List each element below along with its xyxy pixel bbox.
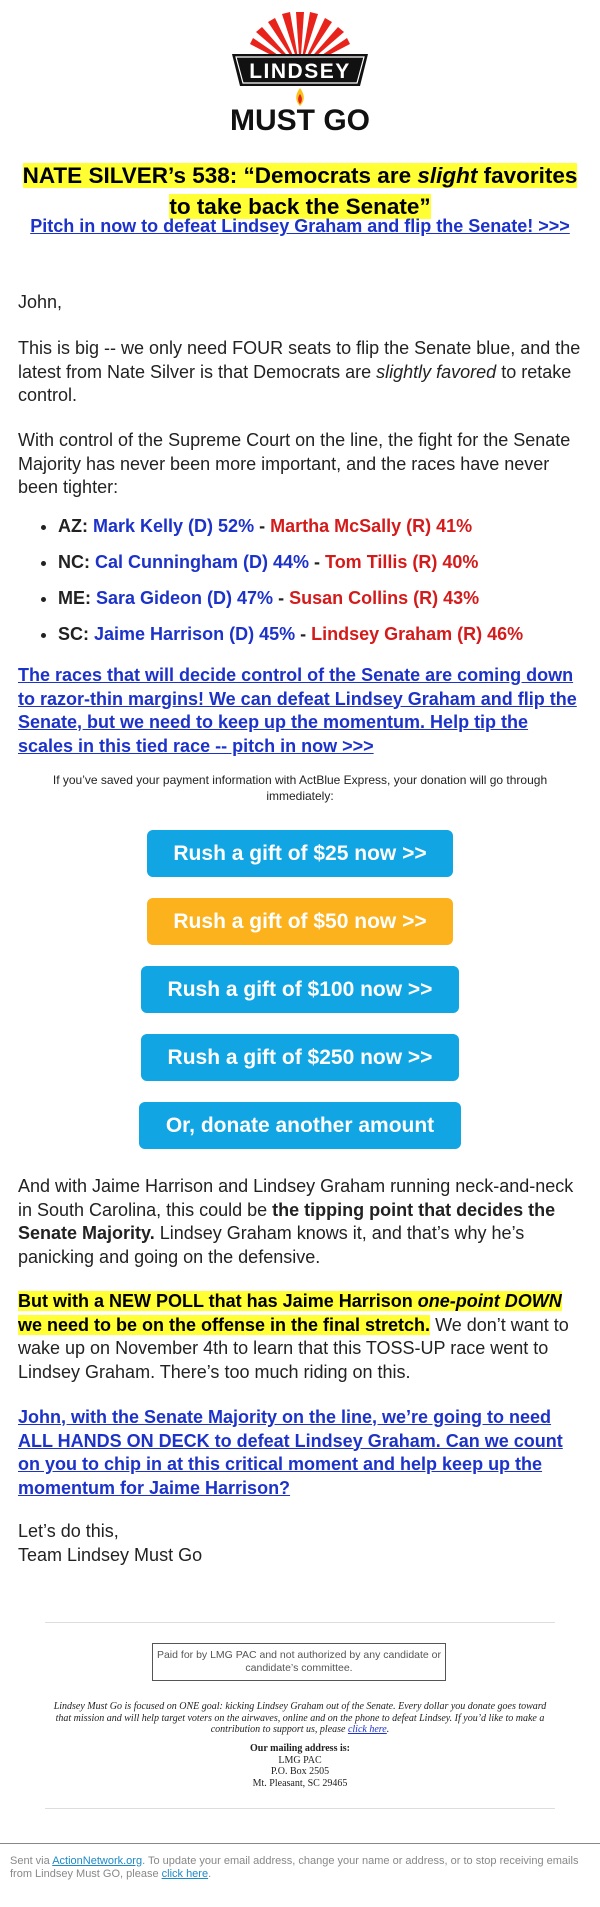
mailing-label: Our mailing address is: [250,1743,350,1754]
race-state: NC: [58,552,90,572]
race-separator: - [273,588,290,608]
actblue-note: If you’ve saved your payment information with ActBlue Express, your donation will go through immediately: [52,773,548,803]
para-jaime-after: Lindsey Graham knows it, and that’s why he’s panicking and going on the defensive. [18,1223,525,1267]
paragraph-new-poll [18,1290,582,1384]
list-item [58,550,600,586]
race-dem: Jaime Harrison (D) 45% [94,624,296,644]
poll-hl-italic: one-point DOWN [417,1291,562,1311]
poll-hl2: we need to be on the offense in the final stretch. [18,1314,431,1335]
list-item [58,622,600,658]
mission-end: . [386,1724,390,1735]
page-title [18,160,582,222]
mission-text: Lindsey Must Go is focused on ONE goal: kicking Lindsey Graham out of the Senate. Every dollar you donate goes toward that mission and will help target voters on the airwaves, online and on the phone to defeat Lindsey. If you’d like to make a contribution to support us, please [53,1701,547,1735]
poll-hl1: But with a NEW POLL that has Jaime Harrison [18,1291,418,1311]
race-state: SC: [58,624,89,644]
headline-italic: slight [417,163,478,188]
divider [45,1622,555,1623]
para-big-before: This is big -- we only need FOUR seats to flip the Senate blue, and the latest from Nate Silver is that Democrats are [18,338,581,382]
race-rep: Tom Tillis (R) 40% [325,552,479,572]
headline-part1: NATE SILVER’s 538: “Democrats are [22,163,418,188]
donate-25-button[interactable]: Rush a gift of $25 now >> [147,830,453,877]
headline-highlight [23,163,578,219]
para-jaime-bold: the tipping point that decides the Senate Majority. [18,1199,556,1243]
races-pitch-link[interactable]: The races that will decide control of the Senate are coming down to razor-thin margins! We can defeat Lindsey Graham and flip the Senate, but we need to keep up the momentum. Help tip the scales in this tied race -- pitch in now >>> [18,665,577,756]
para-jaime-before: And with Jaime Harrison and Lindsey Graham running neck-and-neck in South Carolina, this could be [18,1176,574,1220]
race-dem: Sara Gideon (D) 47% [96,588,274,608]
logo-graphic [220,10,380,135]
race-separator: - [295,624,312,644]
race-dem: Cal Cunningham (D) 44% [95,552,310,572]
divider [45,1808,555,1809]
donate-250-button[interactable]: Rush a gift of $250 now >> [141,1034,459,1081]
signoff-line2: Team Lindsey Must Go [18,1544,203,1565]
poll-after: We don’t want to wake up on November 4th to learn that this TOSS-UP race went to Lindsey Graham. There’s too much riding on this. [18,1314,569,1382]
race-separator: - [309,552,326,572]
para-big-after: to retake control. [18,361,572,405]
paragraph-big-news [18,337,582,408]
donate-50-button[interactable]: Rush a gift of $50 now >> [147,898,453,945]
list-item [58,586,600,622]
logo-line1: LINDSEY [249,60,351,83]
donate-other-button[interactable]: Or, donate another amount [139,1102,461,1149]
all-hands-link[interactable]: John, with the Senate Majority on the line, we’re going to need ALL HANDS ON DECK to defeat Lindsey Graham. Can we count on you to chip in at this critical moment and help keep up the momentum for Jaime Harrison? [18,1407,563,1498]
mission-statement [50,1701,550,1736]
paid-for-disclaimer: Paid for by LMG PAC and not authorized by any candidate or candidate’s committee. [152,1643,446,1681]
donate-100-button[interactable]: Rush a gift of $100 now >> [141,966,459,1013]
footer-middle: . To update your email address, change your name or address, or to stop receiving emails from Lindsey Must GO, please [10,1855,579,1880]
race-state: ME: [58,588,91,608]
logo-line2: MUST GO [230,104,370,135]
race-rep: Martha McSally (R) 41% [270,516,473,536]
mailing-line1: LMG PAC [278,1754,322,1766]
race-rep: Susan Collins (R) 43% [289,588,480,608]
lindsey-must-go-logo [0,10,600,135]
mailing-address [0,1743,600,1789]
footer-prefix: Sent via [10,1855,53,1867]
race-state: AZ: [58,516,88,536]
greeting: John, [18,292,63,312]
footer-rule [0,1843,600,1844]
race-rep: Lindsey Graham (R) 46% [311,624,524,644]
paragraph-senate-control: With control of the Supreme Court on the line, the fight for the Senate Majority has never been more important, and the races have never been tighter: [18,430,571,497]
pitch-in-link[interactable]: Pitch in now to defeat Lindsey Graham and flip the Senate! >>> [30,216,570,236]
signoff [18,1520,582,1567]
para-big-italic: slightly favored [376,361,497,382]
headline-part2: favorites to take back the Senate” [169,163,578,219]
race-separator: - [254,516,271,536]
footer-end: . [208,1868,212,1880]
list-item [58,514,600,550]
mission-click-here-link[interactable]: click here [347,1724,387,1735]
unsubscribe-click-here-link[interactable]: click here [161,1868,209,1880]
race-list [18,514,600,658]
mailing-line2: P.O. Box 2505 [270,1766,330,1777]
mailing-line3: Mt. Pleasant, SC 29465 [252,1777,348,1789]
footer [10,1855,590,1881]
race-dem: Mark Kelly (D) 52% [93,516,255,536]
actionnetwork-link[interactable]: ActionNetwork.org [52,1855,143,1867]
signoff-line1: Let’s do this, [18,1521,119,1541]
paragraph-tipping-point [18,1175,582,1269]
